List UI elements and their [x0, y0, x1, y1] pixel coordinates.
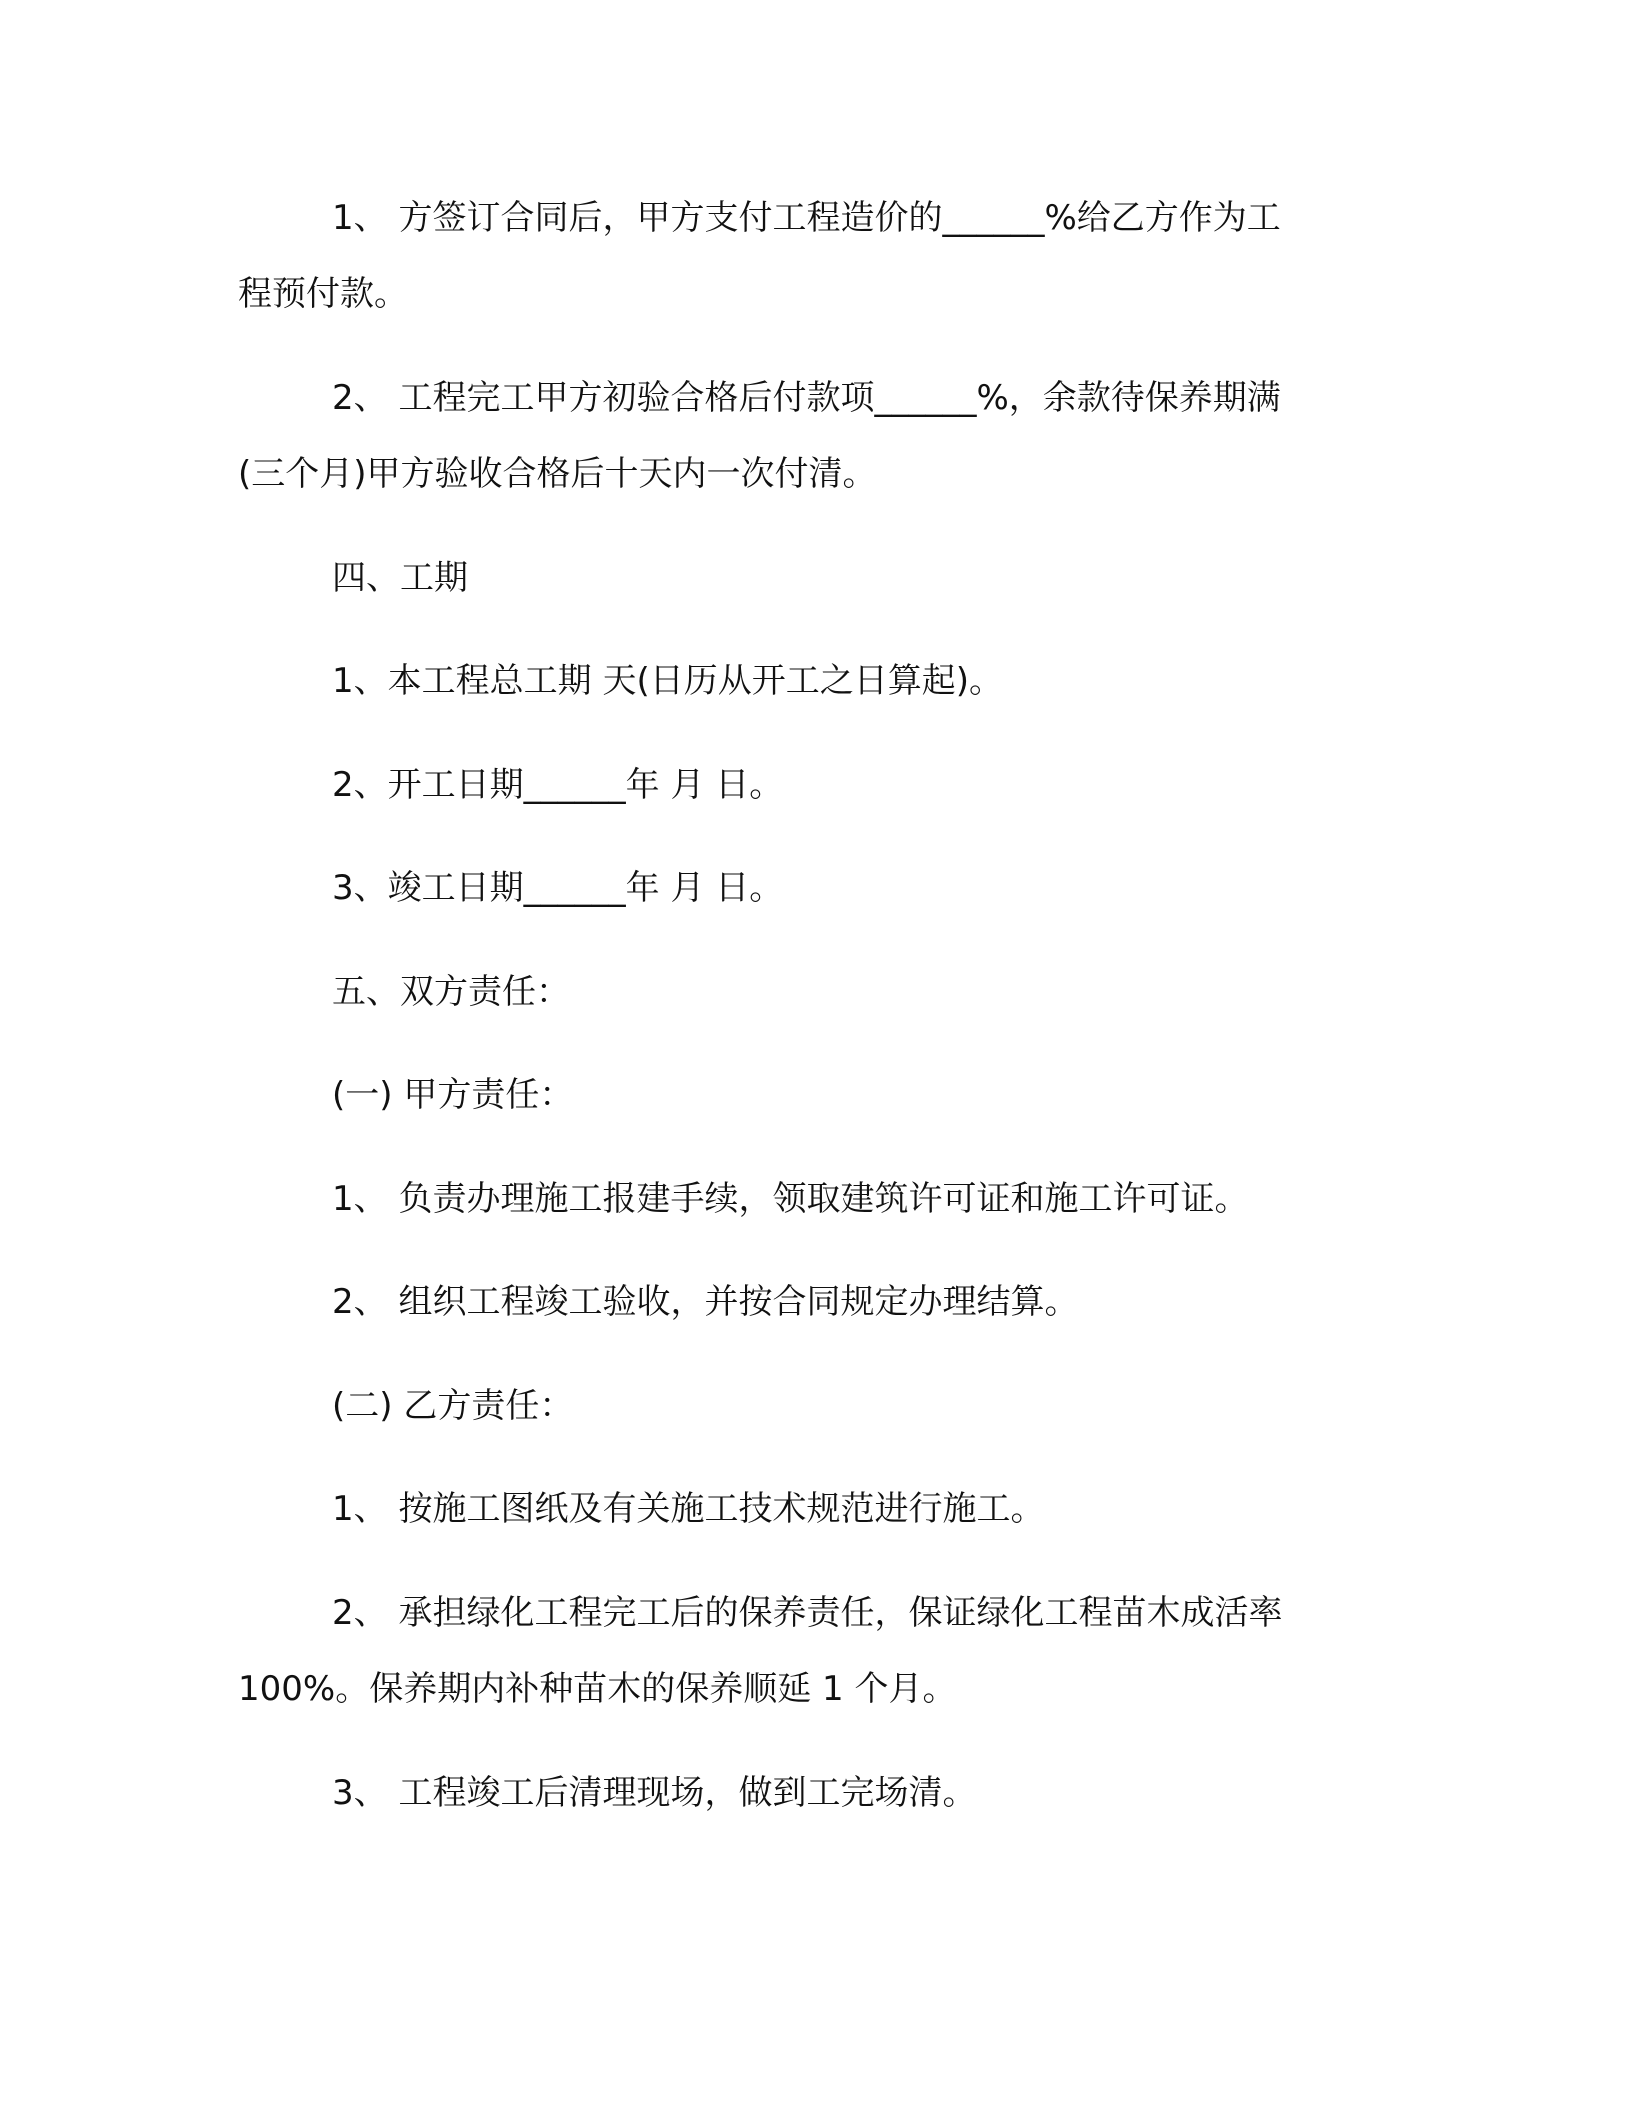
- paragraph-payment-2-line-2: (三个月)甲方验收合格后十天内一次付清。: [238, 454, 877, 494]
- paragraph-schedule-2: 2、开工日期______年 月 日。: [332, 765, 784, 805]
- paragraph-party-a-1: 1、 负责办理施工报建手续，领取建筑许可证和施工许可证。: [332, 1179, 1249, 1219]
- paragraph-party-b-2-line-1: 2、 承担绿化工程完工后的保养责任，保证绿化工程苗木成活率: [332, 1593, 1283, 1633]
- paragraph-party-b-2-line-2: 100%。保养期内补种苗木的保养顺延 1 个月。: [238, 1669, 957, 1709]
- subheading-party-b: (二) 乙方责任：: [332, 1386, 574, 1426]
- paragraph-party-a-2: 2、 组织工程竣工验收，并按合同规定办理结算。: [332, 1282, 1079, 1322]
- subheading-party-a: (一) 甲方责任：: [332, 1075, 574, 1115]
- paragraph-payment-1-line-2: 程预付款。: [238, 274, 408, 314]
- heading-responsibilities: 五、双方责任：: [332, 972, 570, 1012]
- paragraph-payment-2-line-1: 2、 工程完工甲方初验合格后付款项______%，余款待保养期满: [332, 378, 1281, 418]
- paragraph-party-b-1: 1、 按施工图纸及有关施工技术规范进行施工。: [332, 1489, 1045, 1529]
- heading-schedule: 四、工期: [332, 558, 468, 598]
- paragraph-party-b-3: 3、 工程竣工后清理现场，做到工完场清。: [332, 1773, 977, 1813]
- paragraph-schedule-3: 3、竣工日期______年 月 日。: [332, 868, 784, 908]
- paragraph-schedule-1: 1、本工程总工期 天(日历从开工之日算起)。: [332, 661, 1003, 701]
- paragraph-payment-1-line-1: 1、 方签订合同后，甲方支付工程造价的______%给乙方作为工: [332, 198, 1281, 238]
